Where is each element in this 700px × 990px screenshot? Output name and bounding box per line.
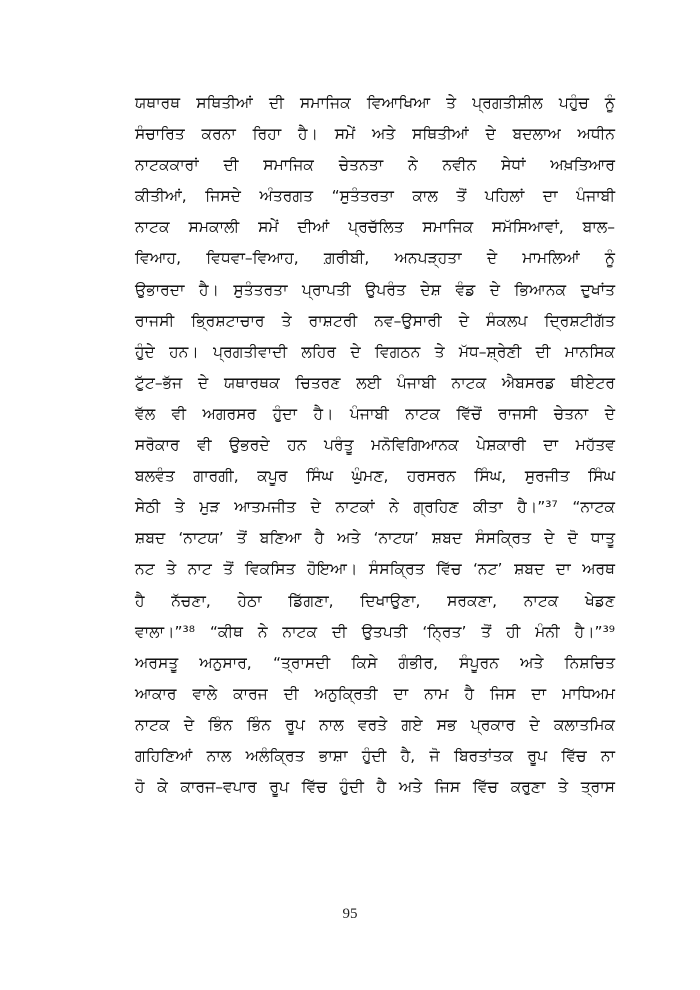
text-line-16: ਨਟ ਤੇ ਨਾਟ ਤੋਂ ਵਿਕਸਿਤ ਹੋਇਆ। ਸੰਸਕ੍ਰਿਤ ਵਿੱਚ ‘ਨਟ’ ਸ਼ਬਦ ਦਾ ਅਰਥ <box>135 560 615 579</box>
text-line-18: ਵਾਲਾ।”³⁸ “ਕੀਥ ਨੇ ਨਾਟਕ ਦੀ ਉਤਪਤੀ ‘ਨ੍ਰਿਤ’ ਤੋਂ ਹੀ ਮੰਨੀ ਹੈ।”³⁹ <box>135 622 615 641</box>
body-paragraph <box>135 88 615 803</box>
text-line-8: ਰਾਜਸੀ ਭ੍ਰਿਸ਼ਟਾਚਾਰ ਤੇ ਰਾਸ਼ਟਰੀ ਨਵ–ਉਸਾਰੀ ਦੇ ਸੰਕਲਪ ਦ੍ਰਿਸ਼ਟੀਗੱਤ <box>135 311 615 330</box>
text-line-1: ਯਥਾਰਥ ਸਥਿਤੀਆਂ ਦੀ ਸਮਾਜਿਕ ਵਿਆਖਿਆ ਤੇ ਪ੍ਰਗਤੀਸ਼ੀਲ ਪਹੁੰਚ ਨੂੰ <box>135 94 615 112</box>
text-line-9: ਹੁੰਦੇ ਹਨ। ਪ੍ਰਗਤੀਵਾਦੀ ਲਹਿਰ ਦੇ ਵਿਗਠਨ ਤੇ ਮੱਧ–ਸ਼੍ਰੇਣੀ ਦੀ ਮਾਨਸਿਕ <box>135 342 615 361</box>
text-line-23: ਹੋ ਕੇ ਕਾਰਜ–ਵਪਾਰ ਰੂਪ ਵਿੱਚ ਹੁੰਦੀ ਹੈ ਅਤੇ ਜਿਸ ਵਿੱਚ ਕਰੁਣਾ ਤੇ ਤ੍ਰਾਸ <box>135 778 615 797</box>
text-line-6: ਵਿਆਹ, ਵਿਧਵਾ–ਵਿਆਹ, ਗ਼ਰੀਬੀ, ਅਨਪੜ੍ਹਤਾ ਦੇ ਮਾਮਲਿਆਂ ਨੂੰ <box>135 249 615 268</box>
text-line-4: ਕੀਤੀਆਂ, ਜਿਸਦੇ ਅੰਤਰਗਤ “ਸੁਤੰਤਰਤਾ ਕਾਲ ਤੋਂ ਪਹਿਲਾਂ ਦਾ ਪੰਜਾਬੀ <box>135 187 615 206</box>
text-line-21: ਨਾਟਕ ਦੇ ਭਿੰਨ ਭਿੰਨ ਰੂਪ ਨਾਲ ਵਰਤੇ ਗਏ ਸਭ ਪ੍ਰਕਾਰ ਦੇ ਕਲਾਤਮਿਕ <box>135 715 615 734</box>
text-line-12: ਸਰੋਕਾਰ ਵੀ ਉਭਰਦੇ ਹਨ ਪਰੰਤੂ ਮਨੋਵਿਗਿਆਨਕ ਪੇਸ਼ਕਾਰੀ ਦਾ ਮਹੱਤਵ <box>135 436 615 455</box>
text-line-15: ਸ਼ਬਦ ‘ਨਾਟਯ’ ਤੋਂ ਬਣਿਆ ਹੈ ਅਤੇ ‘ਨਾਟਯ’ ਸ਼ਬਦ ਸੰਸਕ੍ਰਿਤ ਦੇ ਦੋ ਧਾਤੂ <box>135 529 615 548</box>
text-line-2: ਸੰਚਾਰਿਤ ਕਰਨਾ ਰਿਹਾ ਹੈ। ਸਮੇਂ ਅਤੇ ਸਥਿਤੀਆਂ ਦੇ ਬਦਲਾਅ ਅਧੀਨ <box>135 125 615 144</box>
text-line-19: ਅਰਸਤੂ ਅਨੁਸਾਰ, “ਤ੍ਰਾਸਦੀ ਕਿਸੇ ਗੰਭੀਰ, ਸੰਪੂਰਨ ਅਤੇ ਨਿਸ਼ਚਿਤ <box>135 653 615 672</box>
text-line-14: ਸੇਠੀ ਤੇ ਮੁੜ ਆਤਮਜੀਤ ਦੇ ਨਾਟਕਾਂ ਨੇ ਗ੍ਰਹਿਣ ਕੀਤਾ ਹੈ।”³⁷ “ਨਾਟਕ <box>135 498 615 517</box>
text-line-22: ਗਹਿਣਿਆਂ ਨਾਲ ਅਲੰਕ੍ਰਿਤ ਭਾਸ਼ਾ ਹੁੰਦੀ ਹੈ, ਜੋ ਬਿਰਤਾਂਤਕ ਰੂਪ ਵਿੱਚ ਨਾ <box>135 746 615 765</box>
text-line-5: ਨਾਟਕ ਸਮਕਾਲੀ ਸਮੇਂ ਦੀਆਂ ਪ੍ਰਚੱਲਿਤ ਸਮਾਜਿਕ ਸਮੱਸਿਆਵਾਂ, ਬਾਲ– <box>135 218 615 237</box>
text-line-20: ਆਕਾਰ ਵਾਲੇ ਕਾਰਜ ਦੀ ਅਨੁਕ੍ਰਿਤੀ ਦਾ ਨਾਮ ਹੈ ਜਿਸ ਦਾ ਮਾਧਿਅਮ <box>135 684 615 703</box>
text-line-10: ਟੁੱਟ–ਭੱਜ ਦੇ ਯਥਾਰਥਕ ਚਿਤਰਣ ਲਈ ਪੰਜਾਬੀ ਨਾਟਕ ਐਬਸਰਡ ਥੀਏਟਰ <box>135 373 615 392</box>
text-line-11: ਵੱਲ ਵੀ ਅਗਰਸਰ ਹੁੰਦਾ ਹੈ। ਪੰਜਾਬੀ ਨਾਟਕ ਵਿੱਚੋਂ ਰਾਜਸੀ ਚੇਤਨਾ ਦੇ <box>135 404 615 423</box>
text-line-17: ਹੈ ਨੱਚਣਾ, ਹੇਠਾ ਡਿੱਗਣਾ, ਦਿਖਾਉਣਾ, ਸਰਕਣਾ, ਨਾਟਕ ਖੇਡਣ <box>135 591 615 610</box>
text-line-7: ਉਭਾਰਦਾ ਹੈ। ਸੁਤੰਤਰਤਾ ਪ੍ਰਾਪਤੀ ਉਪਰੰਤ ਦੇਸ਼ ਵੰਡ ਦੇ ਭਿਆਨਕ ਦੁਖਾਂਤ <box>135 280 615 299</box>
page-number: 95 <box>342 906 358 922</box>
text-line-3: ਨਾਟਕਕਾਰਾਂ ਦੀ ਸਮਾਜਿਕ ਚੇਤਨਤਾ ਨੇ ਨਵੀਨ ਸੇਧਾਂ ਅਖ਼ਤਿਆਰ <box>135 156 615 175</box>
text-line-13: ਬਲਵੰਤ ਗਾਰਗੀ, ਕਪੂਰ ਸਿੰਘ ਘੁੰਮਣ, ਹਰਸਰਨ ਸਿੰਘ, ਸੁਰਜੀਤ ਸਿੰਘ <box>135 467 615 486</box>
